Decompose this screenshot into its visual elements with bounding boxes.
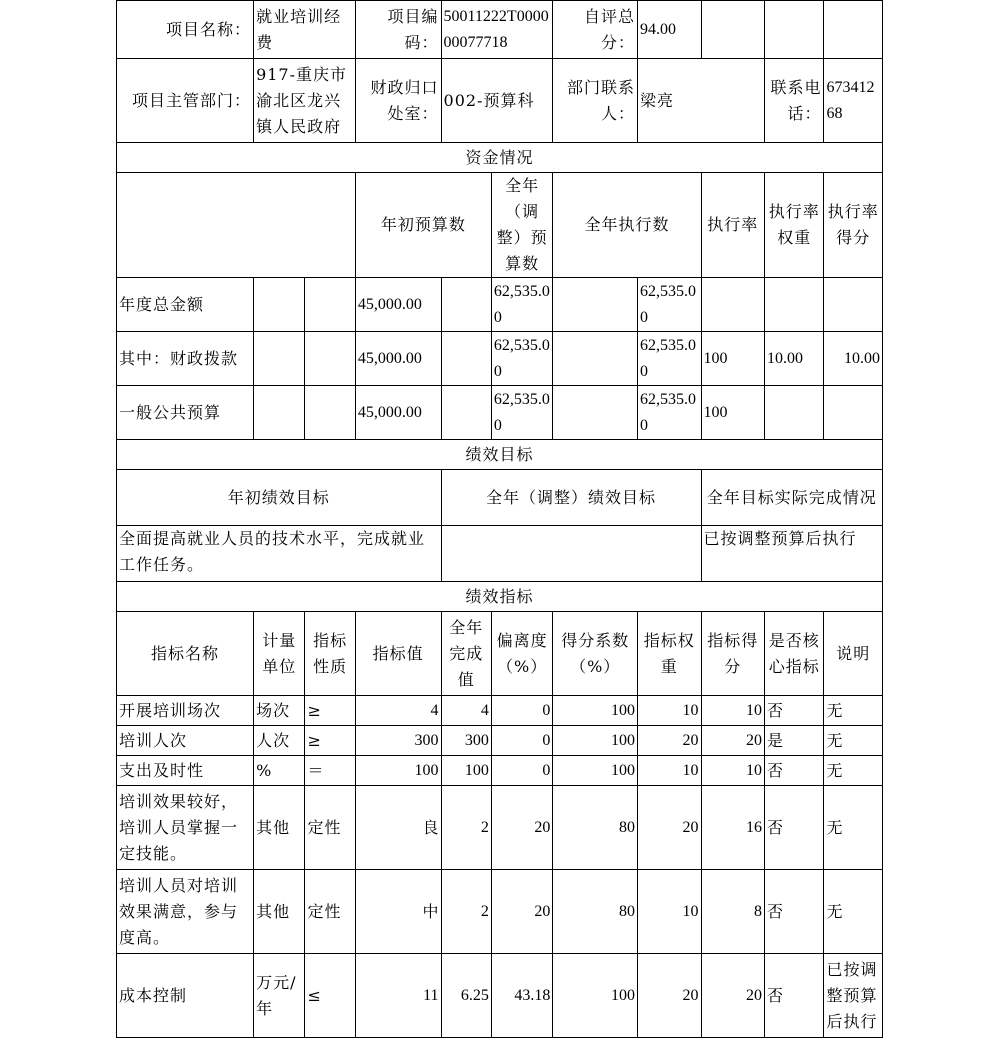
funds-row	[117, 278, 883, 332]
funds-rate: 100	[701, 386, 764, 440]
finance-office: 002-预算科	[441, 59, 553, 143]
funds-score: 10.00	[824, 332, 883, 386]
empty-cell	[305, 278, 355, 332]
indicator-coef-header: 得分系数（%）	[553, 612, 638, 696]
indicator-coef: 80	[553, 786, 638, 870]
table-row	[117, 726, 883, 756]
indicator-deviation: 0	[491, 696, 552, 726]
indicator-unit: 人次	[254, 726, 305, 756]
indicator-weight: 10	[638, 870, 701, 954]
adjusted-budget-header: 全年（调整）预算数	[491, 173, 552, 278]
indicator-target: 良	[355, 786, 441, 870]
indicator-target: 4	[355, 696, 441, 726]
adjusted-goal-header: 全年（调整）绩效目标	[441, 470, 701, 526]
funds-rate	[701, 278, 764, 332]
indicator-core-header: 是否核心指标	[765, 612, 824, 696]
executed-header: 全年执行数	[553, 173, 701, 278]
indicator-coef: 100	[553, 726, 638, 756]
self-score: 94.00	[638, 1, 701, 59]
initial-budget-header: 年初预算数	[355, 173, 491, 278]
empty-cell	[254, 386, 305, 440]
indicator-unit: 其他	[254, 870, 305, 954]
initial-goal-header: 年初绩效目标	[117, 470, 442, 526]
empty-cell	[305, 332, 355, 386]
empty-cell	[441, 386, 491, 440]
empty-cell	[824, 1, 883, 59]
funds-weight: 10.00	[765, 332, 824, 386]
dept: 917-重庆市渝北区龙兴镇人民政府	[254, 59, 356, 143]
indicator-nature: ＝	[305, 756, 355, 786]
indicator-deviation-header: 偏离度（%）	[491, 612, 552, 696]
indicator-nature-header: 指标性质	[305, 612, 355, 696]
empty-cell	[305, 386, 355, 440]
indicator-score: 8	[701, 870, 764, 954]
indicator-nature: 定性	[305, 786, 355, 870]
indicator-target: 中	[355, 870, 441, 954]
funds-adjusted: 62,535.00	[491, 386, 552, 440]
indicator-name: 支出及时性	[117, 756, 254, 786]
funds-row-name: 一般公共预算	[117, 386, 254, 440]
funds-initial: 45,000.00	[355, 386, 441, 440]
funds-row	[117, 332, 883, 386]
indicators-section-title: 绩效指标	[117, 582, 883, 612]
exec-weight-header: 执行率权重	[765, 173, 824, 278]
indicator-note: 已按调整预算后执行	[824, 954, 883, 1038]
contact: 梁亮	[638, 59, 765, 143]
indicator-name: 开展培训场次	[117, 696, 254, 726]
indicator-name: 培训人员对培训效果满意，参与度高。	[117, 870, 254, 954]
funds-initial: 45,000.00	[355, 278, 441, 332]
self-score-label: 自评总分：	[553, 1, 638, 59]
indicator-core: 否	[765, 756, 824, 786]
initial-goal-text: 全面提高就业人员的技术水平，完成就业工作任务。	[117, 526, 442, 582]
indicator-score: 16	[701, 786, 764, 870]
actual-goal-text: 已按调整预算后执行	[701, 526, 882, 582]
funds-rate: 100	[701, 332, 764, 386]
performance-evaluation-table	[116, 0, 883, 1038]
indicator-coef: 100	[553, 756, 638, 786]
empty-cell	[254, 332, 305, 386]
funds-score	[824, 386, 883, 440]
goals-section-title: 绩效目标	[117, 440, 883, 470]
indicator-name: 成本控制	[117, 954, 254, 1038]
funds-row	[117, 386, 883, 440]
indicator-core: 否	[765, 870, 824, 954]
table-row	[117, 786, 883, 870]
actual-goal-header: 全年目标实际完成情况	[701, 470, 882, 526]
empty-cell	[765, 1, 824, 59]
indicator-target-header: 指标值	[355, 612, 441, 696]
indicator-name: 培训效果较好，培训人员掌握一定技能。	[117, 786, 254, 870]
indicator-unit-header: 计量单位	[254, 612, 305, 696]
adjusted-goal-text	[441, 526, 701, 582]
indicator-completed-header: 全年完成值	[441, 612, 491, 696]
indicator-weight: 20	[638, 726, 701, 756]
project-code: 50011222T000000077718	[441, 1, 553, 59]
indicator-name-header: 指标名称	[117, 612, 254, 696]
finance-office-label: 财政归口处室：	[355, 59, 441, 143]
indicator-note: 无	[824, 696, 883, 726]
empty-cell	[553, 386, 638, 440]
indicator-note: 无	[824, 756, 883, 786]
table-row	[117, 756, 883, 786]
funds-score	[824, 278, 883, 332]
project-name: 就业培训经费	[254, 1, 356, 59]
phone: 67341268	[824, 59, 883, 143]
indicator-nature: ≥	[305, 726, 355, 756]
indicator-completed: 300	[441, 726, 491, 756]
indicator-completed: 100	[441, 756, 491, 786]
empty-cell	[553, 278, 638, 332]
indicator-deviation: 0	[491, 756, 552, 786]
indicator-weight-header: 指标权重	[638, 612, 701, 696]
funds-weight	[765, 278, 824, 332]
funds-executed: 62,535.00	[638, 386, 701, 440]
table-row	[117, 870, 883, 954]
indicator-core: 否	[765, 696, 824, 726]
empty-cell	[701, 1, 764, 59]
funds-adjusted: 62,535.00	[491, 278, 552, 332]
indicator-note-header: 说明	[824, 612, 883, 696]
funds-section-title: 资金情况	[117, 143, 883, 173]
phone-label: 联系电话：	[765, 59, 824, 143]
indicator-coef: 100	[553, 696, 638, 726]
indicator-target: 300	[355, 726, 441, 756]
indicator-nature: ≤	[305, 954, 355, 1038]
contact-label: 部门联系人：	[553, 59, 638, 143]
empty-cell	[117, 173, 356, 278]
funds-executed: 62,535.00	[638, 278, 701, 332]
indicator-completed: 6.25	[441, 954, 491, 1038]
funds-row-name: 年度总金额	[117, 278, 254, 332]
indicator-score: 10	[701, 696, 764, 726]
project-name-label: 项目名称：	[117, 1, 254, 59]
empty-cell	[553, 332, 638, 386]
indicator-completed: 2	[441, 870, 491, 954]
indicator-target: 11	[355, 954, 441, 1038]
indicator-core: 否	[765, 954, 824, 1038]
indicator-target: 100	[355, 756, 441, 786]
indicator-score: 10	[701, 756, 764, 786]
indicator-weight: 20	[638, 786, 701, 870]
indicator-note: 无	[824, 870, 883, 954]
indicator-deviation: 43.18	[491, 954, 552, 1038]
indicator-nature: 定性	[305, 870, 355, 954]
table-row	[117, 696, 883, 726]
indicator-completed: 4	[441, 696, 491, 726]
indicator-weight: 10	[638, 696, 701, 726]
indicator-deviation: 20	[491, 786, 552, 870]
indicator-unit: 其他	[254, 786, 305, 870]
indicator-coef: 80	[553, 870, 638, 954]
indicator-note: 无	[824, 726, 883, 756]
funds-executed: 62,535.00	[638, 332, 701, 386]
indicator-weight: 20	[638, 954, 701, 1038]
funds-row-name: 其中：财政拨款	[117, 332, 254, 386]
indicator-nature: ≥	[305, 696, 355, 726]
funds-adjusted: 62,535.00	[491, 332, 552, 386]
indicator-score: 20	[701, 954, 764, 1038]
funds-initial: 45,000.00	[355, 332, 441, 386]
exec-score-header: 执行率得分	[824, 173, 883, 278]
indicator-core: 否	[765, 786, 824, 870]
indicator-deviation: 0	[491, 726, 552, 756]
project-code-label: 项目编码：	[355, 1, 441, 59]
indicator-unit: %	[254, 756, 305, 786]
indicator-unit: 万元/年	[254, 954, 305, 1038]
indicator-coef: 100	[553, 954, 638, 1038]
indicator-deviation: 20	[491, 870, 552, 954]
indicator-note: 无	[824, 786, 883, 870]
indicator-core: 是	[765, 726, 824, 756]
indicator-weight: 10	[638, 756, 701, 786]
funds-weight	[765, 386, 824, 440]
empty-cell	[254, 278, 305, 332]
indicator-completed: 2	[441, 786, 491, 870]
indicator-name: 培训人次	[117, 726, 254, 756]
empty-cell	[441, 332, 491, 386]
dept-label: 项目主管部门：	[117, 59, 254, 143]
indicator-unit: 场次	[254, 696, 305, 726]
exec-rate-header: 执行率	[701, 173, 764, 278]
empty-cell	[441, 278, 491, 332]
indicator-score: 20	[701, 726, 764, 756]
indicator-score-header: 指标得分	[701, 612, 764, 696]
